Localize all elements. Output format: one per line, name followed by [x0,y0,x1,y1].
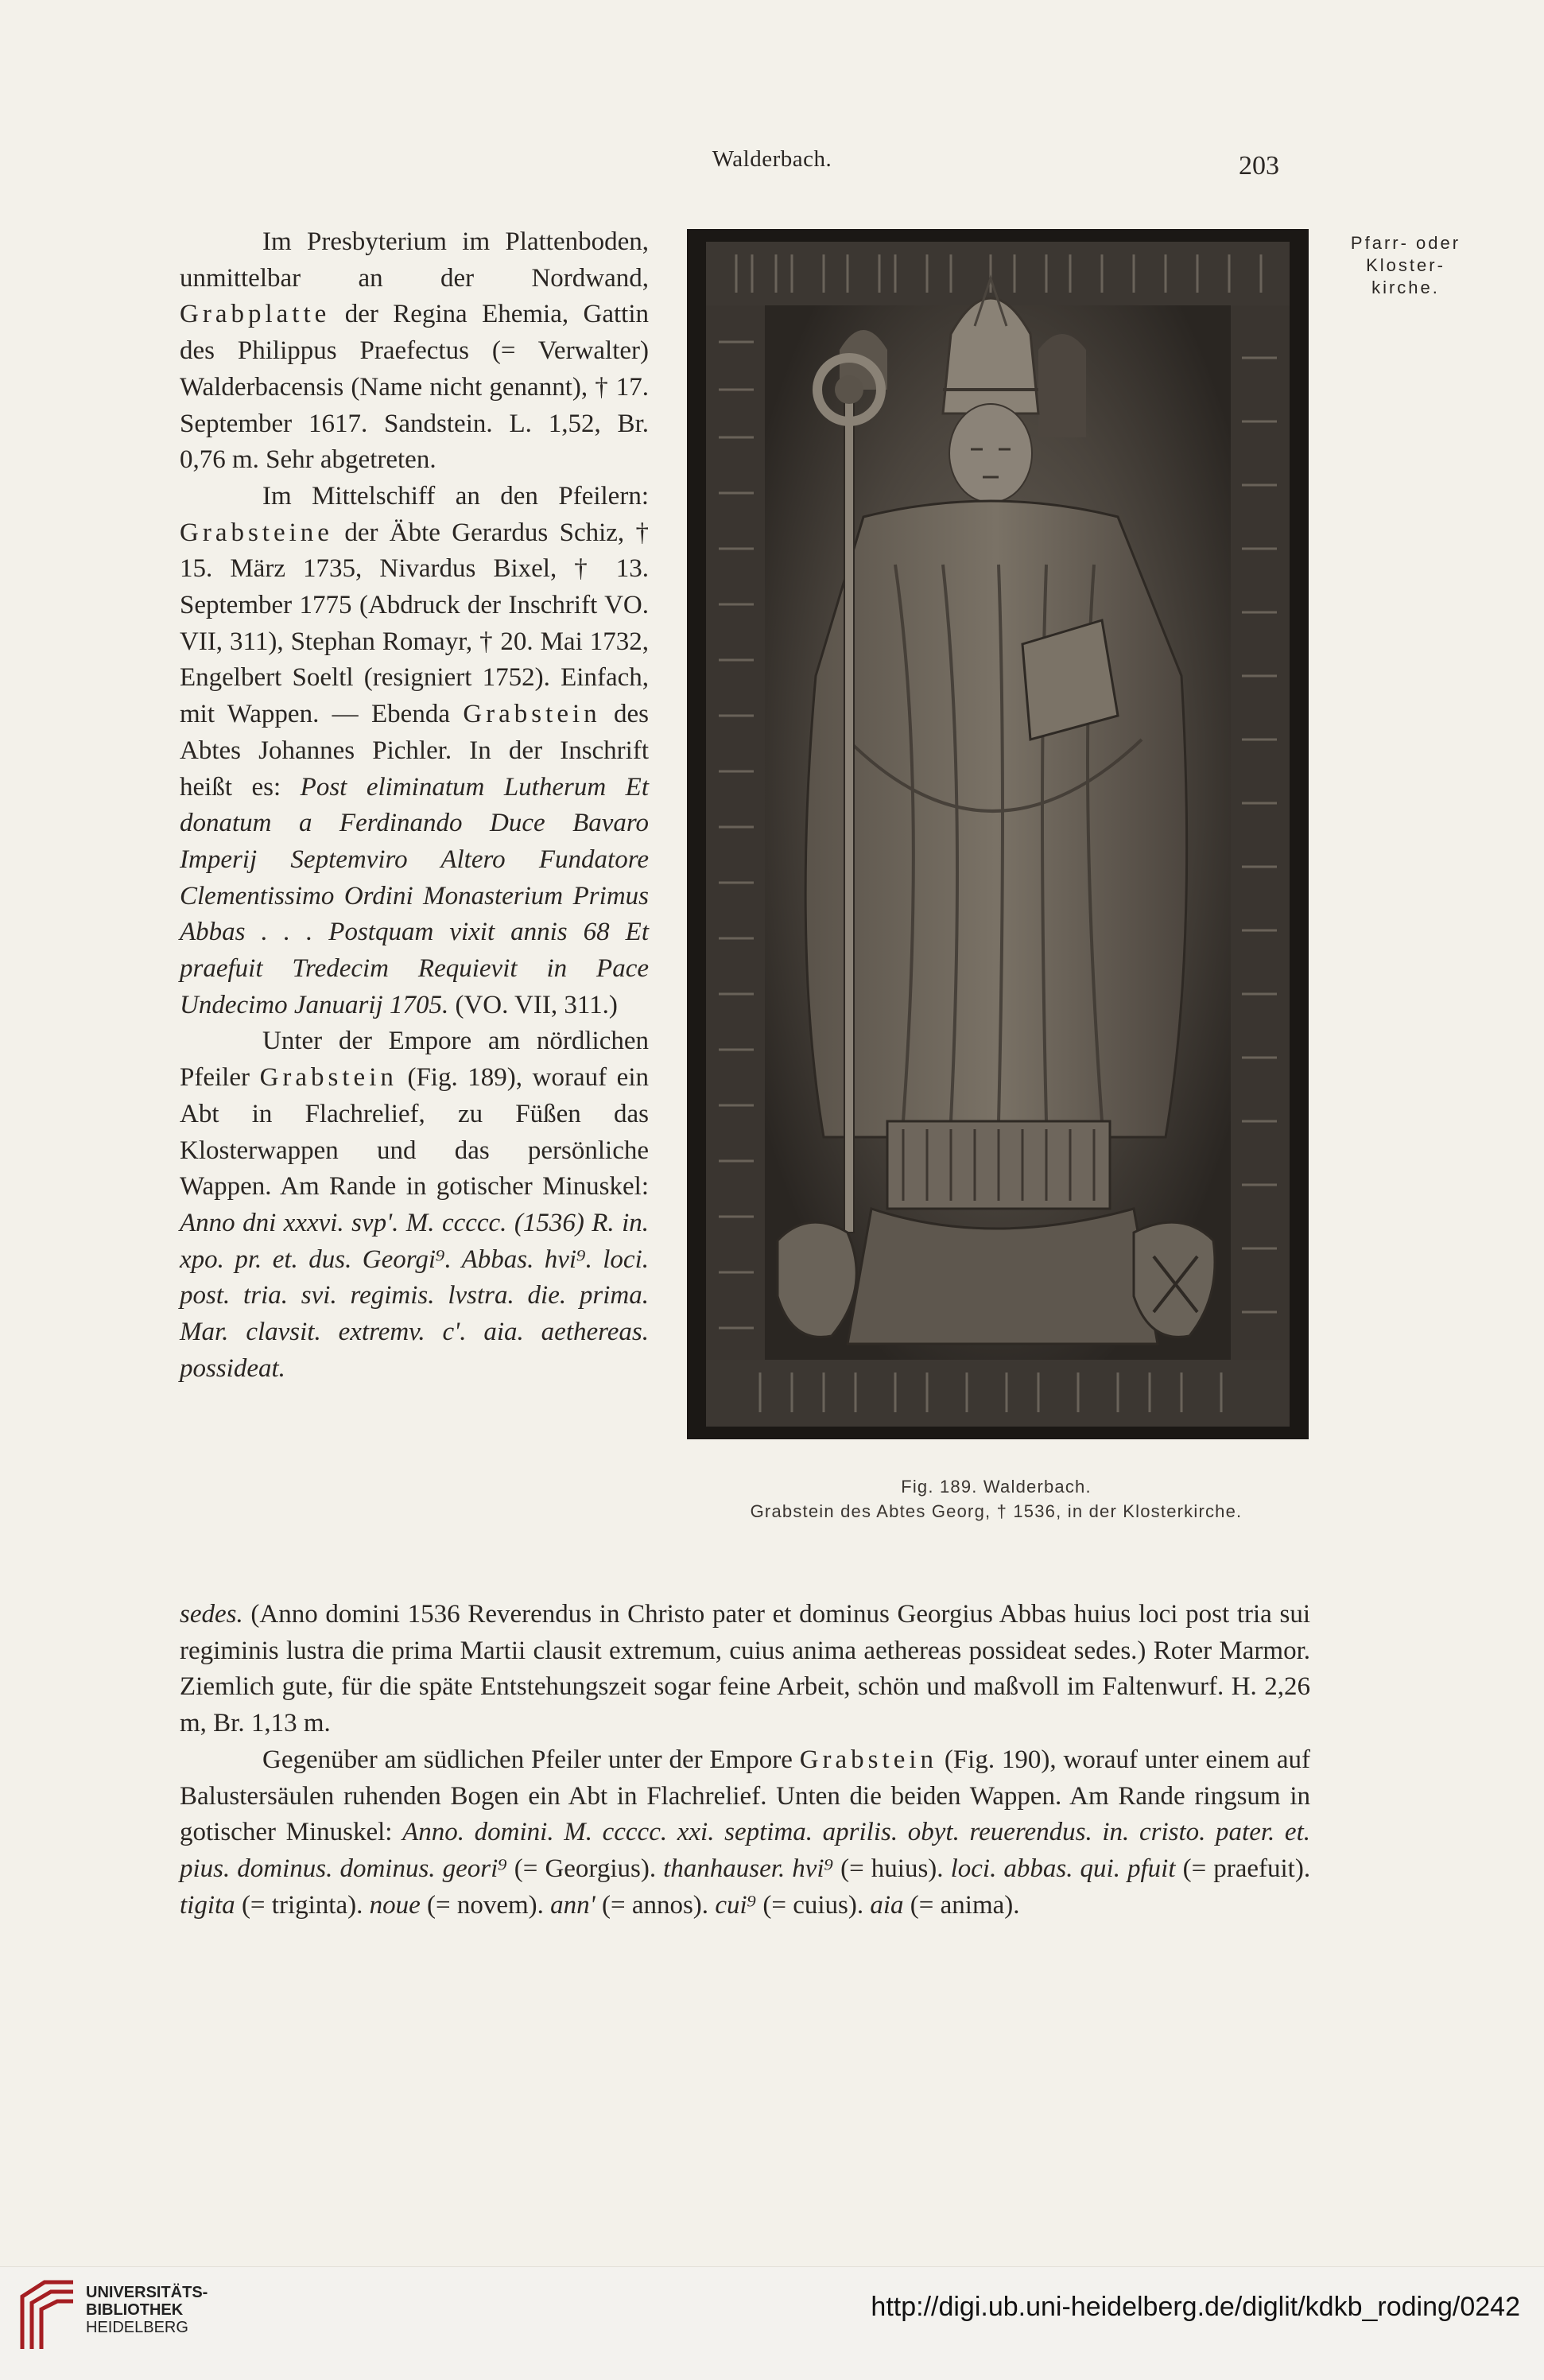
permalink-url[interactable]: http://digi.ub.uni-heidelberg.de/diglit/kdkb_roding/0242 [871,2292,1520,2322]
spaced-term: Grabstein [799,1745,938,1774]
paragraph: Im Mittelschiff an den Pfeilern: Grabsteine der Äbte Gerardus Schiz, † 15. März 1735, Nivardus Bixel, † 13. September 1775 (Abdruck der Inschrift VO. VII, 311), Stephan Romayr, † 20. Mai 1732, Engelbert Soeltl (resigniert 1752). Einfach, mit Wappen. — Ebenda Grabstein des Abtes Johannes Pichler. In der Inschrift heißt es: Post eliminatum Lutherum Et donatum a Ferdinando Duce Bavaro Imperij Septemviro Altero Fundatore Clementissimo Ordini Monasterium Primus Abbas . . . Postquam vixit annis 68 Et praefuit Tredecim Requievit in Pace Undecimo Januarij 1705. (VO. VII, 311.) [180,481,650,1019]
spaced-term: Grabplatte [180,300,331,329]
full-width-text [180,1597,1310,1924]
abbot-face [949,404,1032,503]
margin-note-line: Pfarr- oder [1350,233,1461,253]
left-column-text [180,224,649,1388]
library-logo-text[interactable]: UNIVERSITÄTS- BIBLIOTHEK HEIDELBERG [86,2284,208,2336]
paragraph: sedes. (Anno domini 1536 Reverendus in Christo pater et dominus Georgius Abbas huius loci post tria sui regiminis lustra die prima Martii clausit extremum, cuius anima aethereas possideat sedes.) Roter Marmor. Ziemlich gute, für die späte Entstehungszeit sogar feine Arbeit, schön und maßvoll im Faltenwurf. H. 2,26 m, Br. 1,13 m. [180,1600,1310,1738]
margin-note-line: kirche. [1371,278,1440,297]
crozier-staff [844,390,854,1233]
page-number: 203 [1239,151,1279,181]
running-header: Walderbach. [712,146,832,172]
tombstone-photograph [687,229,1309,1439]
tombstone-relief-image [689,231,1307,1438]
paragraph: Im Presbyterium im Plattenboden, unmittelbar an der Nordwand, Grabplatte der Regina Ehemia, Gattin des Philippus Praefectus (= Verwalter) Walderbacensis (Name nicht genannt), † 17. September 1617. Sandstein. L. 1,52, Br. 0,76 m. Sehr abgetreten. [180,227,650,475]
viewer-footer [0,2266,1544,2380]
vestment [805,501,1187,1137]
caption-line: Fig. 189. Walderbach. [901,1477,1092,1497]
inscription-quote: Post eliminatum Lutherum Et donatum a Ferdinando Duce Bavaro Imperij Septemviro Altero Fundatore Clementissimo Ordini Monasterium Primus Abbas . . . Postquam vixit annis 68 Et praefuit Tredecim Requievit in Pace Undecimo Januarij 1705. [180,772,650,1019]
spaced-term: Grabstein [259,1063,398,1093]
paragraph: Unter der Empore am nördlichen Pfeiler Grabstein (Fig. 189), worauf ein Abt in Flachrelief, zu Füßen das Klosterwappen und das persönliche Wappen. Am Rande in gotischer Minuskel: Anno dni xxxvi. svp'. M. ccccc. (1536) R. in. xpo. pr. et. dus. Georgi⁹. Abbas. hvi⁹. loci. post. tria. svi. regimis. lvstra. die. prima. Mar. clavsit. extremv. c'. aia. aethereas. possideat. [180,1027,649,1383]
spaced-term: Grabstein [463,700,601,729]
inscription-quote: Anno dni xxxvi. svp'. M. ccccc. (1536) R. in. xpo. pr. et. dus. Georgi⁹. Abbas. hvi⁹. loci. post. tria. svi. regimis. lvstra. die. prima. Mar. clavsit. extremv. c'. aia. aethereas. possideat. [180,1208,649,1383]
spaced-term: Grabsteine [180,518,333,547]
paragraph: Gegenüber am südlichen Pfeiler unter der Empore Grabstein (Fig. 190), worauf unter einem auf Balustersäulen ruhenden Bogen ein Abt in Flachrelief. Unten die beiden Wappen. Am Rande ringsum in gotischer Minuskel: Anno. domini. M. ccccc. xxi. septima. aprilis. obyt. reuerendus. in. cristo. pater. et. pius. dominus. dominus. geori⁹ (= Georgius). thanhauser. hvi⁹ (= huius). loci. abbas. qui. pfuit (= praefuit). tigita (= triginta). noue (= novem). ann' (= annos). cui⁹ (= cuius). aia (= anima). [180,1745,1311,1920]
figure-caption [687,1474,1305,1524]
margin-note-line: Kloster- [1366,255,1445,275]
margin-note [1326,232,1485,299]
caption-line: Grabstein des Abtes Georg, † 1536, in der Klosterkirche. [750,1501,1243,1521]
library-logo-icon[interactable] [17,2277,78,2354]
